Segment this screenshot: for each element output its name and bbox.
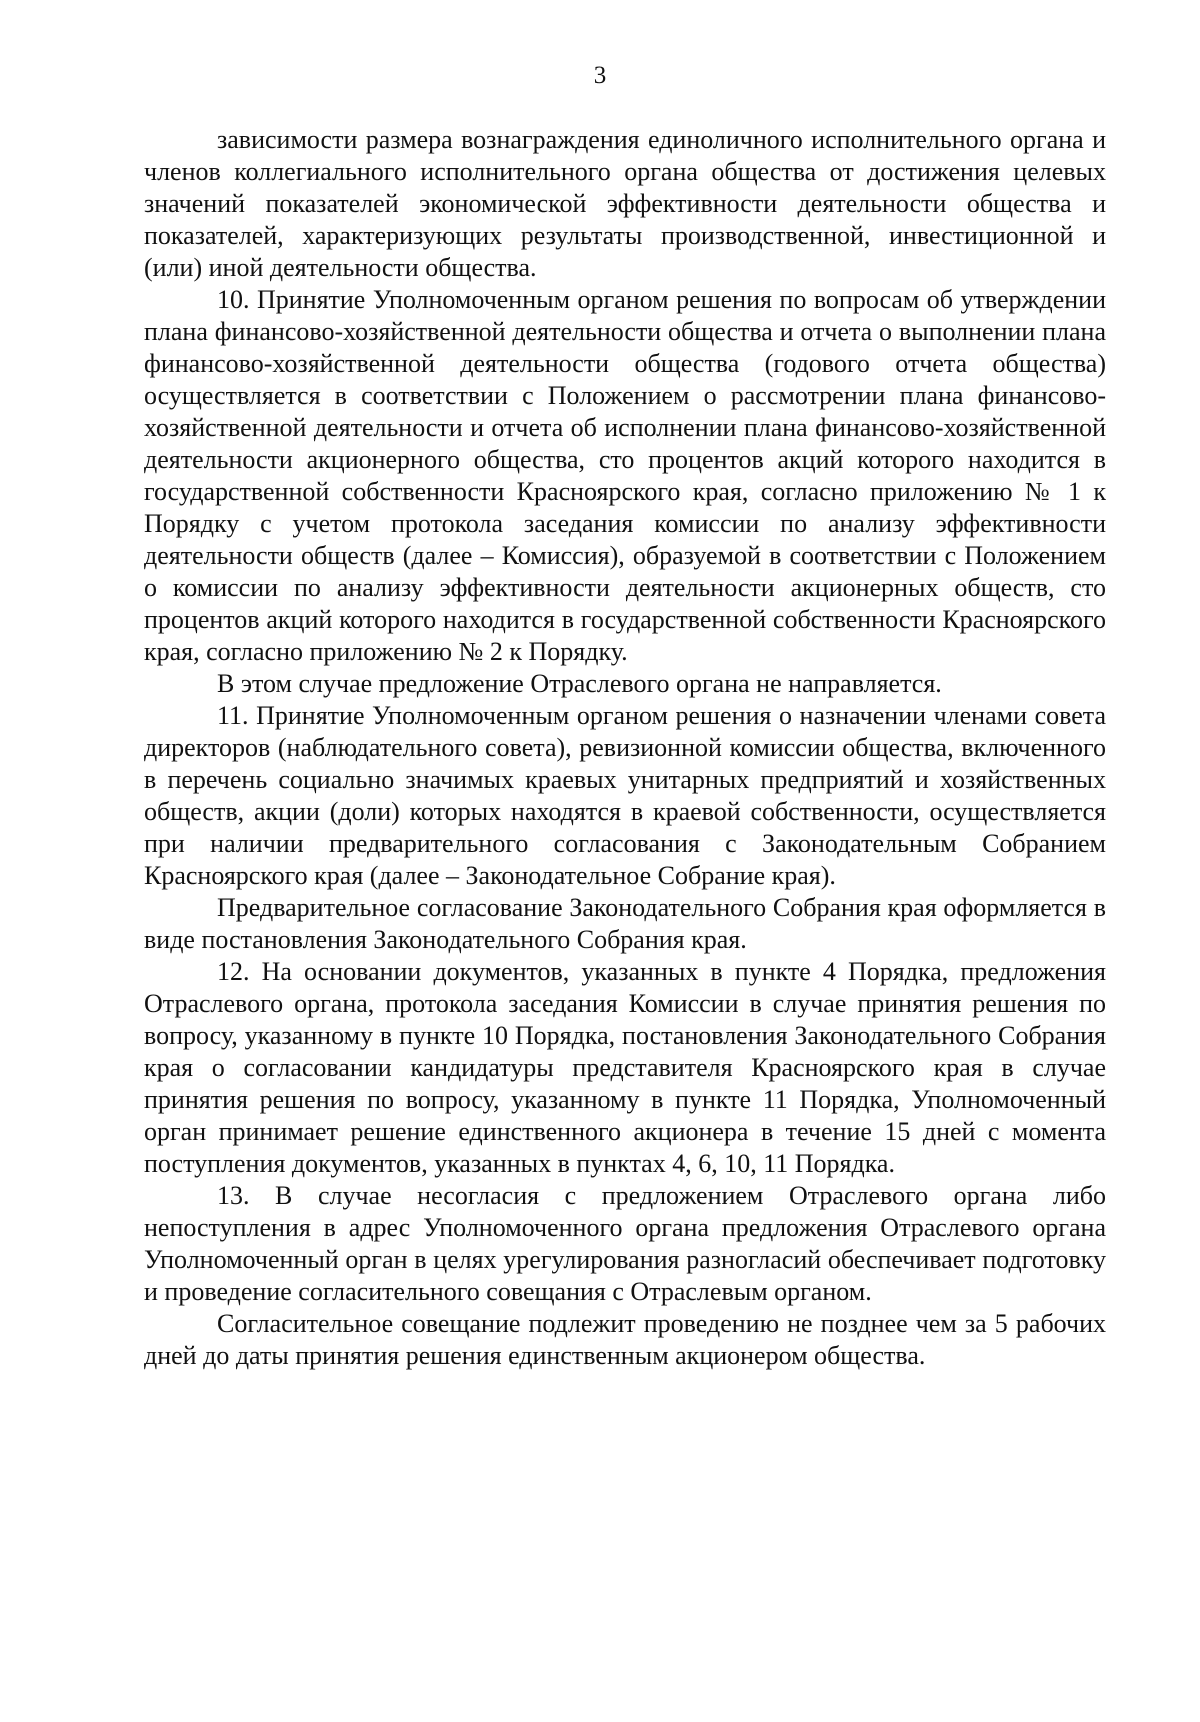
document-body <box>144 124 1106 1372</box>
paragraph-continuation: зависимости размера вознаграждения единоличного исполнительного органа и членов коллегиального исполнительного органа общества от достижения целевых значений показателей экономической эффективности деятельности общества и показателей, характеризующих результаты производственной, инвестиционной и (или) иной деятельности общества. <box>144 125 1106 282</box>
paragraph-item-10: 10. Принятие Уполномоченным органом решения по вопросам об утверждении плана финансово-хозяйственной деятельности общества и отчета о выполнении плана финансово-хозяйственной деятельности общества (годового отчета общества) осуществляется в соответствии с Положением о рассмотрении плана финансово-хозяйственной деятельности и отчета об исполнении плана финансово-хозяйственной деятельности акционерного общества, сто процентов акций которого находится в государственной собственности Красноярского края, согласно приложению № 1 к Порядку с учетом протокола заседания комиссии по анализу эффективности деятельности обществ (далее – Комиссия), образуемой в соответствии с Положением о комиссии по анализу эффективности деятельности акционерных обществ, сто процентов акций которого находится в государственной собственности Красноярского края, согласно приложению № 2 к Порядку. <box>144 285 1106 666</box>
paragraph-item-13: 13. В случае несогласия с предложением Отраслевого органа либо непоступления в адрес Уполномоченного органа предложения Отраслевого органа Уполномоченный орган в целях урегулирования разногласий обеспечивает подготовку и проведение согласительного совещания с Отраслевым органом. <box>144 1181 1106 1306</box>
paragraph-item-12: 12. На основании документов, указанных в пункте 4 Порядка, предложения Отраслевого органа, протокола заседания Комиссии в случае принятия решения по вопросу, указанному в пункте 10 Порядка, постановления Законодательного Собрания края о согласовании кандидатуры представителя Красноярского края в случае принятия решения по вопросу, указанному в пункте 11 Порядка, Уполномоченный орган принимает решение единственного акционера в течение 15 дней с момента поступления документов, указанных в пунктах 4, 6, 10, 11 Порядка. <box>144 957 1106 1178</box>
paragraph-item-11: 11. Принятие Уполномоченным органом решения о назначении членами совета директоров (наблюдательного совета), ревизионной комиссии общества, включенного в перечень социально значимых краевых унитарных предприятий и хозяйственных обществ, акции (доли) которых находятся в краевой собственности, осуществляется при наличии предварительного согласования с Законодательным Собранием Красноярского края (далее – Законодательное Собрание края). <box>144 701 1106 890</box>
paragraph-meeting: Согласительное совещание подлежит проведению не позднее чем за 5 рабочих дней до даты принятия решения единственным акционером общества. <box>144 1309 1106 1370</box>
page-number: 3 <box>593 62 607 89</box>
paragraph-note: В этом случае предложение Отраслевого органа не направляется. <box>217 669 942 698</box>
paragraph-approval: Предварительное согласование Законодательного Собрания края оформляется в виде постановления Законодательного Собрания края. <box>144 893 1106 954</box>
